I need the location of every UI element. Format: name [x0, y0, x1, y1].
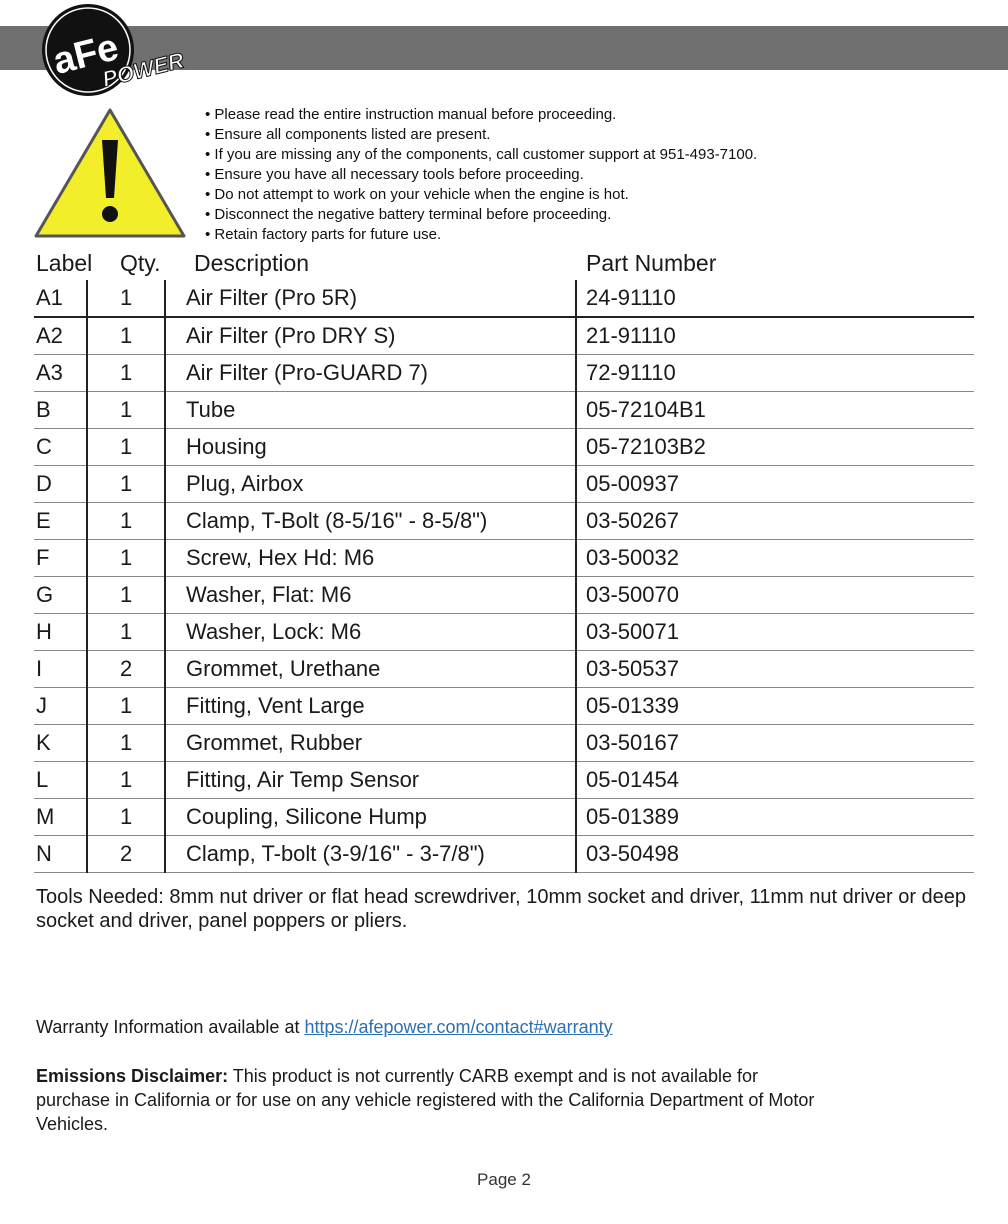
- column-divider: [86, 540, 88, 577]
- cell-part-number: 05-72104B1: [586, 397, 706, 422]
- column-divider: [575, 762, 577, 799]
- tools-needed: Tools Needed: 8mm nut driver or flat head screwdriver, 10mm socket and driver, 11mm nut driver or deep socket and driver, panel poppers or pliers.: [36, 886, 967, 932]
- header-qty: Qty.: [120, 250, 161, 276]
- column-divider: [164, 429, 166, 466]
- column-divider: [575, 614, 577, 651]
- column-divider: [86, 466, 88, 503]
- table-row: [34, 725, 974, 762]
- cell-part-number: 05-01389: [586, 804, 679, 829]
- warranty-link[interactable]: https://afepower.com/contact#warranty: [304, 1017, 613, 1037]
- table-row: [34, 688, 974, 725]
- cell-label: A2: [36, 323, 63, 348]
- warning-icon: [32, 106, 188, 240]
- cell-label: M: [36, 804, 55, 829]
- cell-part-number: 05-72103B2: [586, 434, 706, 459]
- table-row: [34, 836, 974, 873]
- cell-description: Screw, Hex Hd: M6: [186, 545, 375, 570]
- column-divider: [164, 466, 166, 503]
- table-row: [34, 651, 974, 688]
- cell-description: Plug, Airbox: [186, 471, 304, 496]
- disclaimer-text: This product is not currently CARB exempt and is not available for purchase in California or for use on any vehicle registered with the California Department of Motor Vehicles.: [36, 1066, 815, 1134]
- cell-label: C: [36, 434, 52, 459]
- cell-qty: 1: [120, 619, 133, 644]
- notice-item: • Do not attempt to work on your vehicle when the engine is hot.: [205, 185, 757, 205]
- column-divider: [86, 688, 88, 725]
- column-divider: [86, 836, 88, 873]
- cell-part-number: 72-91110: [586, 360, 676, 385]
- cell-description: Fitting, Vent Large: [186, 693, 365, 718]
- header-description: Description: [194, 250, 310, 276]
- header-label: Label: [36, 250, 93, 276]
- warranty-info: [36, 1016, 613, 1038]
- cell-label: F: [36, 545, 50, 570]
- cell-part-number: 24-91110: [586, 285, 676, 310]
- column-divider: [164, 725, 166, 762]
- cell-label: J: [36, 693, 47, 718]
- column-divider: [86, 577, 88, 614]
- cell-qty: 1: [120, 323, 133, 348]
- column-divider: [164, 280, 166, 317]
- table-row: [34, 799, 974, 836]
- table-row: [34, 280, 974, 318]
- column-divider: [575, 318, 577, 355]
- column-divider: [86, 429, 88, 466]
- header-part-number: Part Number: [586, 250, 717, 276]
- column-divider: [86, 725, 88, 762]
- cell-part-number: 05-01339: [586, 693, 679, 718]
- table-row: [34, 577, 974, 614]
- cell-qty: 1: [120, 545, 133, 570]
- column-divider: [164, 503, 166, 540]
- column-divider: [575, 540, 577, 577]
- cell-description: Clamp, T-Bolt (8-5/16" - 8-5/8"): [186, 508, 488, 533]
- cell-qty: 1: [120, 434, 133, 459]
- column-divider: [86, 762, 88, 799]
- cell-label: E: [36, 508, 51, 533]
- cell-label: H: [36, 619, 52, 644]
- cell-description: Fitting, Air Temp Sensor: [186, 767, 420, 792]
- cell-description: Air Filter (Pro-GUARD 7): [186, 360, 429, 385]
- cell-description: Washer, Lock: M6: [186, 619, 362, 644]
- cell-qty: 1: [120, 730, 133, 755]
- column-divider: [164, 577, 166, 614]
- parts-table: [34, 280, 974, 873]
- cell-part-number: 03-50070: [586, 582, 679, 607]
- column-divider: [575, 799, 577, 836]
- afe-power-logo: [40, 2, 210, 98]
- cell-label: L: [36, 767, 49, 792]
- cell-description: Air Filter (Pro 5R): [186, 285, 358, 310]
- table-row: [34, 392, 974, 429]
- cell-part-number: 03-50267: [586, 508, 679, 533]
- table-row: [34, 318, 974, 355]
- notice-item: • Disconnect the negative battery terminal before proceeding.: [205, 205, 757, 225]
- cell-part-number: 03-50498: [586, 841, 679, 866]
- cell-qty: 2: [120, 656, 133, 681]
- column-divider: [575, 392, 577, 429]
- column-divider: [164, 688, 166, 725]
- notice-item: • If you are missing any of the components, call customer support at 951-493-7100.: [205, 145, 757, 165]
- cell-part-number: 03-50071: [586, 619, 679, 644]
- column-divider: [164, 318, 166, 355]
- cell-qty: 1: [120, 285, 133, 310]
- column-divider: [164, 355, 166, 392]
- column-divider: [575, 651, 577, 688]
- column-divider: [164, 762, 166, 799]
- column-divider: [164, 651, 166, 688]
- cell-label: A1: [36, 285, 63, 310]
- cell-qty: 1: [120, 508, 133, 533]
- column-divider: [575, 429, 577, 466]
- emissions-disclaimer: [36, 1064, 836, 1136]
- notice-item: • Ensure all components listed are present.: [205, 125, 757, 145]
- page-number: Page 2: [477, 1170, 531, 1189]
- column-divider: [86, 799, 88, 836]
- notice-item: • Please read the entire instruction manual before proceeding.: [205, 105, 757, 125]
- column-divider: [575, 577, 577, 614]
- cell-part-number: 03-50167: [586, 730, 679, 755]
- cell-description: Grommet, Urethane: [186, 656, 381, 681]
- column-divider: [86, 280, 88, 317]
- cell-part-number: 05-01454: [586, 767, 679, 792]
- disclaimer-label: Emissions Disclaimer:: [36, 1066, 229, 1086]
- cell-qty: 1: [120, 582, 133, 607]
- cell-label: D: [36, 471, 52, 496]
- column-divider: [164, 614, 166, 651]
- cell-label: N: [36, 841, 52, 866]
- notice-item: • Ensure you have all necessary tools before proceeding.: [205, 165, 757, 185]
- column-divider: [575, 836, 577, 873]
- column-divider: [164, 540, 166, 577]
- column-divider: [575, 280, 577, 317]
- column-divider: [575, 725, 577, 762]
- cell-description: Coupling, Silicone Hump: [186, 804, 427, 829]
- column-divider: [575, 355, 577, 392]
- column-divider: [86, 651, 88, 688]
- notice-list: [205, 105, 757, 245]
- cell-description: Air Filter (Pro DRY S): [186, 323, 396, 348]
- table-row: [34, 429, 974, 466]
- cell-part-number: 03-50537: [586, 656, 679, 681]
- column-divider: [164, 392, 166, 429]
- column-divider: [164, 799, 166, 836]
- table-row: [34, 355, 974, 392]
- cell-description: Washer, Flat: M6: [186, 582, 352, 607]
- cell-label: G: [36, 582, 54, 607]
- cell-description: Clamp, T-bolt (3-9/16" - 3-7/8"): [186, 841, 485, 866]
- column-divider: [86, 392, 88, 429]
- cell-qty: 1: [120, 804, 133, 829]
- column-divider: [86, 614, 88, 651]
- logo-wordmark: aFe: [48, 26, 123, 83]
- table-row: [34, 614, 974, 651]
- cell-part-number: 05-00937: [586, 471, 679, 496]
- column-divider: [164, 836, 166, 873]
- column-divider: [575, 466, 577, 503]
- column-divider: [86, 355, 88, 392]
- cell-qty: 1: [120, 471, 133, 496]
- cell-description: Grommet, Rubber: [186, 730, 363, 755]
- table-row: [34, 540, 974, 577]
- table-row: [34, 762, 974, 799]
- column-divider: [575, 503, 577, 540]
- logo-subtext: POWER: [99, 47, 187, 92]
- column-divider: [575, 688, 577, 725]
- notice-item: • Retain factory parts for future use.: [205, 225, 757, 245]
- cell-label: I: [36, 656, 43, 681]
- cell-label: B: [36, 397, 51, 422]
- cell-description: Housing: [186, 434, 267, 459]
- table-row: [34, 466, 974, 503]
- column-divider: [86, 503, 88, 540]
- cell-part-number: 21-91110: [586, 323, 676, 348]
- cell-label: K: [36, 730, 51, 755]
- column-divider: [86, 318, 88, 355]
- cell-qty: 1: [120, 693, 133, 718]
- cell-part-number: 03-50032: [586, 545, 679, 570]
- warranty-text: Warranty Information available at: [36, 1017, 305, 1037]
- cell-qty: 1: [120, 360, 133, 385]
- cell-qty: 2: [120, 841, 133, 866]
- table-row: [34, 503, 974, 540]
- cell-label: A3: [36, 360, 63, 385]
- cell-qty: 1: [120, 397, 133, 422]
- cell-qty: 1: [120, 767, 133, 792]
- cell-description: Tube: [186, 397, 236, 422]
